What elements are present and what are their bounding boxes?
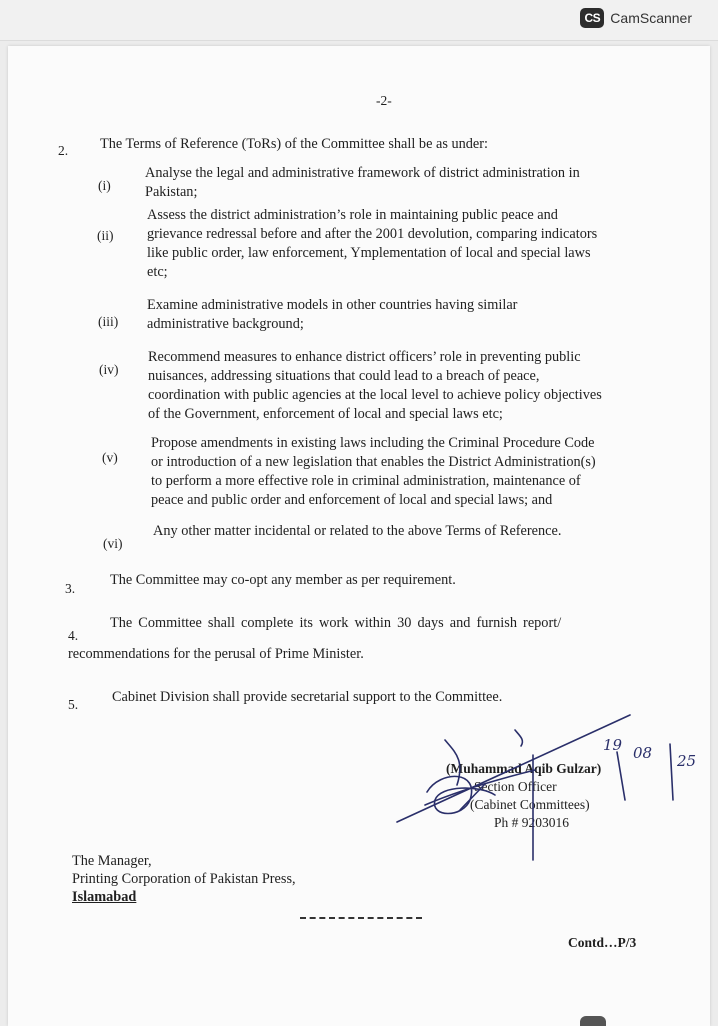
camscanner-brand <box>580 7 692 29</box>
signatory-designation: Section Officer <box>474 779 557 794</box>
tor-item-text <box>147 296 642 334</box>
para-3-number: 3. <box>65 581 76 596</box>
camscanner-logo-icon: CS <box>580 8 604 28</box>
tor-item-label: (vi) <box>103 536 123 551</box>
tor-line: Examine administrative models in other countries having similar <box>147 297 518 313</box>
tor-line: coordination with public agencies at the local level to achieve policy objectives <box>148 387 602 403</box>
tor-item-text <box>145 164 640 202</box>
scanner-top-bar <box>0 0 718 41</box>
tor-item-text <box>151 434 647 510</box>
addressee-line-3: Islamabad <box>72 889 137 905</box>
tor-line: or introduction of a new legislation that enables the District Administration(s) <box>151 454 596 470</box>
signatory-phone: Ph # 9203016 <box>494 815 570 830</box>
tor-item-label: (v) <box>102 450 118 465</box>
signatory-name: (Muhammad Aqib Gulzar) <box>446 761 602 776</box>
addressee-line-1: The Manager, <box>72 853 152 869</box>
para-2-text: The Terms of Reference (ToRs) of the Committee shall be as under: <box>100 136 488 152</box>
tor-line: of the Government, enforcement of local and special laws etc; <box>148 406 503 422</box>
page-number-marker: -2- <box>376 93 392 108</box>
tor-item-label: (ii) <box>97 228 114 243</box>
bottom-handle-icon <box>580 1016 606 1026</box>
tor-line: Assess the district administration’s role in maintaining public peace and <box>147 207 558 223</box>
addressee-line-2: Printing Corporation of Pakistan Press, <box>72 871 296 887</box>
handwritten-date-year: 25 <box>677 752 697 770</box>
tor-item-text <box>147 206 645 282</box>
tor-line: etc; <box>147 264 168 280</box>
tor-line: Recommend measures to enhance district officers’ role in preventing public <box>148 349 581 365</box>
tor-item-text <box>148 348 648 424</box>
handwritten-signature-icon <box>385 700 718 880</box>
tor-item-label: (iv) <box>99 362 119 377</box>
tor-item-label: (i) <box>98 178 111 193</box>
tor-item-label: (iii) <box>98 314 119 329</box>
dashed-separator <box>300 917 422 919</box>
continuation-note: Contd…P/3 <box>568 935 637 950</box>
tor-line: like public order, law enforcement, Ymplementation of local and special laws <box>147 245 591 261</box>
tor-line: Pakistan; <box>145 184 198 200</box>
signatory-wing: (Cabinet Committees) <box>470 797 590 812</box>
tor-line: nuisances, addressing situations that could lead to a breach of peace, <box>148 368 540 384</box>
para-4-number: 4. <box>68 628 79 643</box>
para-5-number: 5. <box>68 697 79 712</box>
tor-line: to perform a more effective role in criminal administration, maintenance of <box>151 473 581 489</box>
tor-line: administrative background; <box>147 316 304 332</box>
para-4-line-2: recommendations for the perusal of Prime Minister. <box>68 646 364 662</box>
tor-line: Propose amendments in existing laws including the Criminal Procedure Code <box>151 435 595 451</box>
para-3-text: The Committee may co-opt any member as per requirement. <box>110 572 456 588</box>
handwritten-date-month: 08 <box>633 744 653 762</box>
tor-line: peace and public order and enforcement of local and special laws; and <box>151 492 553 508</box>
camscanner-brand-name: CamScanner <box>610 10 692 26</box>
para-4-line-1: The Committee shall complete its work within 30 days and furnish report/ <box>110 615 562 631</box>
tor-line: Analyse the legal and administrative framework of district administration in <box>145 165 580 181</box>
tor-line: grievance redressal before and after the 2001 devolution, comparing indicators <box>147 226 598 242</box>
handwritten-date-day: 19 <box>603 736 623 754</box>
para-5-text: Cabinet Division shall provide secretarial support to the Committee. <box>112 689 503 705</box>
para-2-number: 2. <box>58 143 69 158</box>
tor-item-text: Any other matter incidental or related to the above Terms of Reference. <box>153 523 562 539</box>
